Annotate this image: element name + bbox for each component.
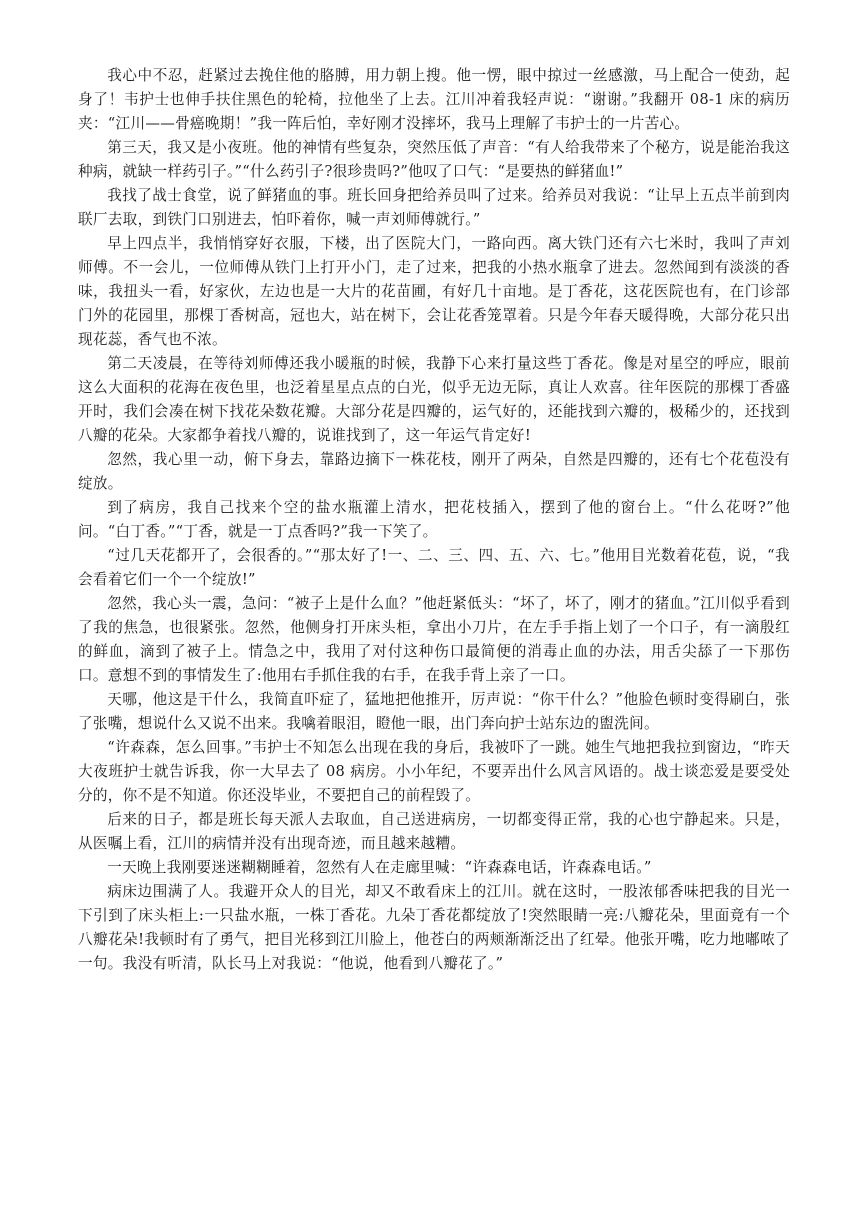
paragraph: 忽然，我心头一震，急问：“被子上是什么血？”他赶紧低头：“坏了，坏了，刚才的猪血。”江川似乎看到了我的焦急，也很紧张。忽然，他侧身打开床头柜，拿出小刀片，在左手手指上划了一个口子，有一滴殷红的鲜血，滴到了被子上。情急之中，我用了对付这种伤口最简便的消毒止血的办法，用舌尖舔了一下那伤口。意想不到的事情发生了:他用右手抓住我的右手，在我手背上亲了一口。 (78, 595, 790, 684)
paragraph: “许森森，怎么回事。”韦护士不知怎么出现在我的身后，我被吓了一跳。她生气地把我拉到窗边，“昨天大夜班护士就告诉我，你一大早去了 08 病房。小小年纪，不要弄出什么风言风语的。战士谈恋爱是要受处分的，你不是不知道。你还没毕业，不要把自己的前程毁了。 (78, 739, 790, 804)
paragraph: 我找了战士食堂，说了鲜猪血的事。班长回身把给养员叫了过来。给养员对我说：“让早上五点半前到肉联厂去取，到铁门口别进去，怕吓着你，喊一声刘师傅就行。” (78, 187, 790, 228)
paragraph: 我心中不忍，赶紧过去挽住他的胳膊，用力朝上搜。他一愣，眼中掠过一丝感激，马上配合一使劲，起身了！韦护士也伸手扶住黑色的轮椅，拉他坐了上去。江川冲着我轻声说：“谢谢。”我翻开 08-1 床的病历夹：“江川——骨癌晚期！”我一阵后怕，幸好刚才没摔坏，我马上理解了韦护士的一片苦心。 (78, 67, 790, 132)
paragraph: 忽然，我心里一动，俯下身去，靠路边摘下一株花枝，刚开了两朵，自然是四瓣的，还有七个花苞没有绽放。 (78, 451, 790, 492)
article-body (78, 64, 790, 976)
paragraph: 第二天凌晨，在等待刘师傅还我小暖瓶的时候，我静下心来打量这些丁香花。像是对星空的呼应，眼前这么大面积的花海在夜色里，也泛着星星点点的白光，似乎无边无际，真让人欢喜。往年医院的那棵丁香盛开时，我们会凑在树下找花朵数花瓣。大部分花是四瓣的，运气好的，还能找到六瓣的，极稀少的，还找到八瓣的花朵。大家都争着找八瓣的，说谁找到了，这一年运气肯定好! (78, 355, 790, 444)
paragraph: 一天晚上我刚要迷迷糊糊睡着，忽然有人在走廊里喊：“许森森电话，许森森电话。” (107, 859, 652, 876)
paragraph: 后来的日子，都是班长每天派人去取血，自己送进病房，一切都变得正常，我的心也宁静起来。只是，从医嘱上看，江川的病情并没有出现奇迹，而且越来越糟。 (78, 811, 790, 852)
paragraph: 第三天，我又是小夜班。他的神情有些复杂，突然压低了声音：“有人给我带来了个秘方，说是能治我这种病，就缺一样药引子。”“什么药引子?很珍贵吗?”他叹了口气：“是要热的鲜猪血!” (78, 139, 790, 180)
paragraph: “过几天花都开了，会很香的。”“那太好了!一、二、三、四、五、六、七。”他用目光数着花苞，说，“我会看着它们一个一个绽放!” (78, 547, 790, 588)
paragraph: 早上四点半，我悄悄穿好衣服，下楼，出了医院大门，一路向西。离大铁门还有六七米时，我叫了声刘师傅。不一会儿，一位师傅从铁门上打开小门，走了过来，把我的小热水瓶拿了进去。忽然闻到有淡淡的香味，我扭头一看，好家伙，左边也是一大片的花苗圃，有好几十亩地。是丁香花，这花医院也有，在门诊部门外的花园里，那棵丁香树高，冠也大，站在树下，会让花香笼罩着。只是今年春天暖得晚，大部分花只出现花蕊，香气也不浓。 (78, 235, 790, 348)
paragraph: 病床边围满了人。我避开众人的目光，却又不敢看床上的江川。就在这时，一股浓郁香味把我的目光一下引到了床头柜上:一只盐水瓶，一株丁香花。九朵丁香花都绽放了!突然眼睛一亮:八瓣花朵，里面竟有一个八瓣花朵!我顿时有了勇气，把目光移到江川脸上，他苍白的两颊渐渐泛出了红晕。他张开嘴，吃力地嘟哝了一句。我没有听清，队长马上对我说：“他说，他看到八瓣花了。” (78, 883, 790, 972)
paragraph: 天哪，他这是干什么，我简直吓症了，猛地把他推开，厉声说：“你干什么？”他脸色顿时变得刷白，张了张嘴，想说什么又说不出来。我噙着眼泪，瞪他一眼，出门奔向护士站东边的盥洗间。 (78, 691, 790, 732)
paragraph: 到了病房，我自己找来个空的盐水瓶灌上清水，把花枝插入，摆到了他的窗台上。“什么花呀?”他问。“白丁香。”“丁香，就是一丁点香吗?”我一下笑了。 (78, 499, 790, 540)
